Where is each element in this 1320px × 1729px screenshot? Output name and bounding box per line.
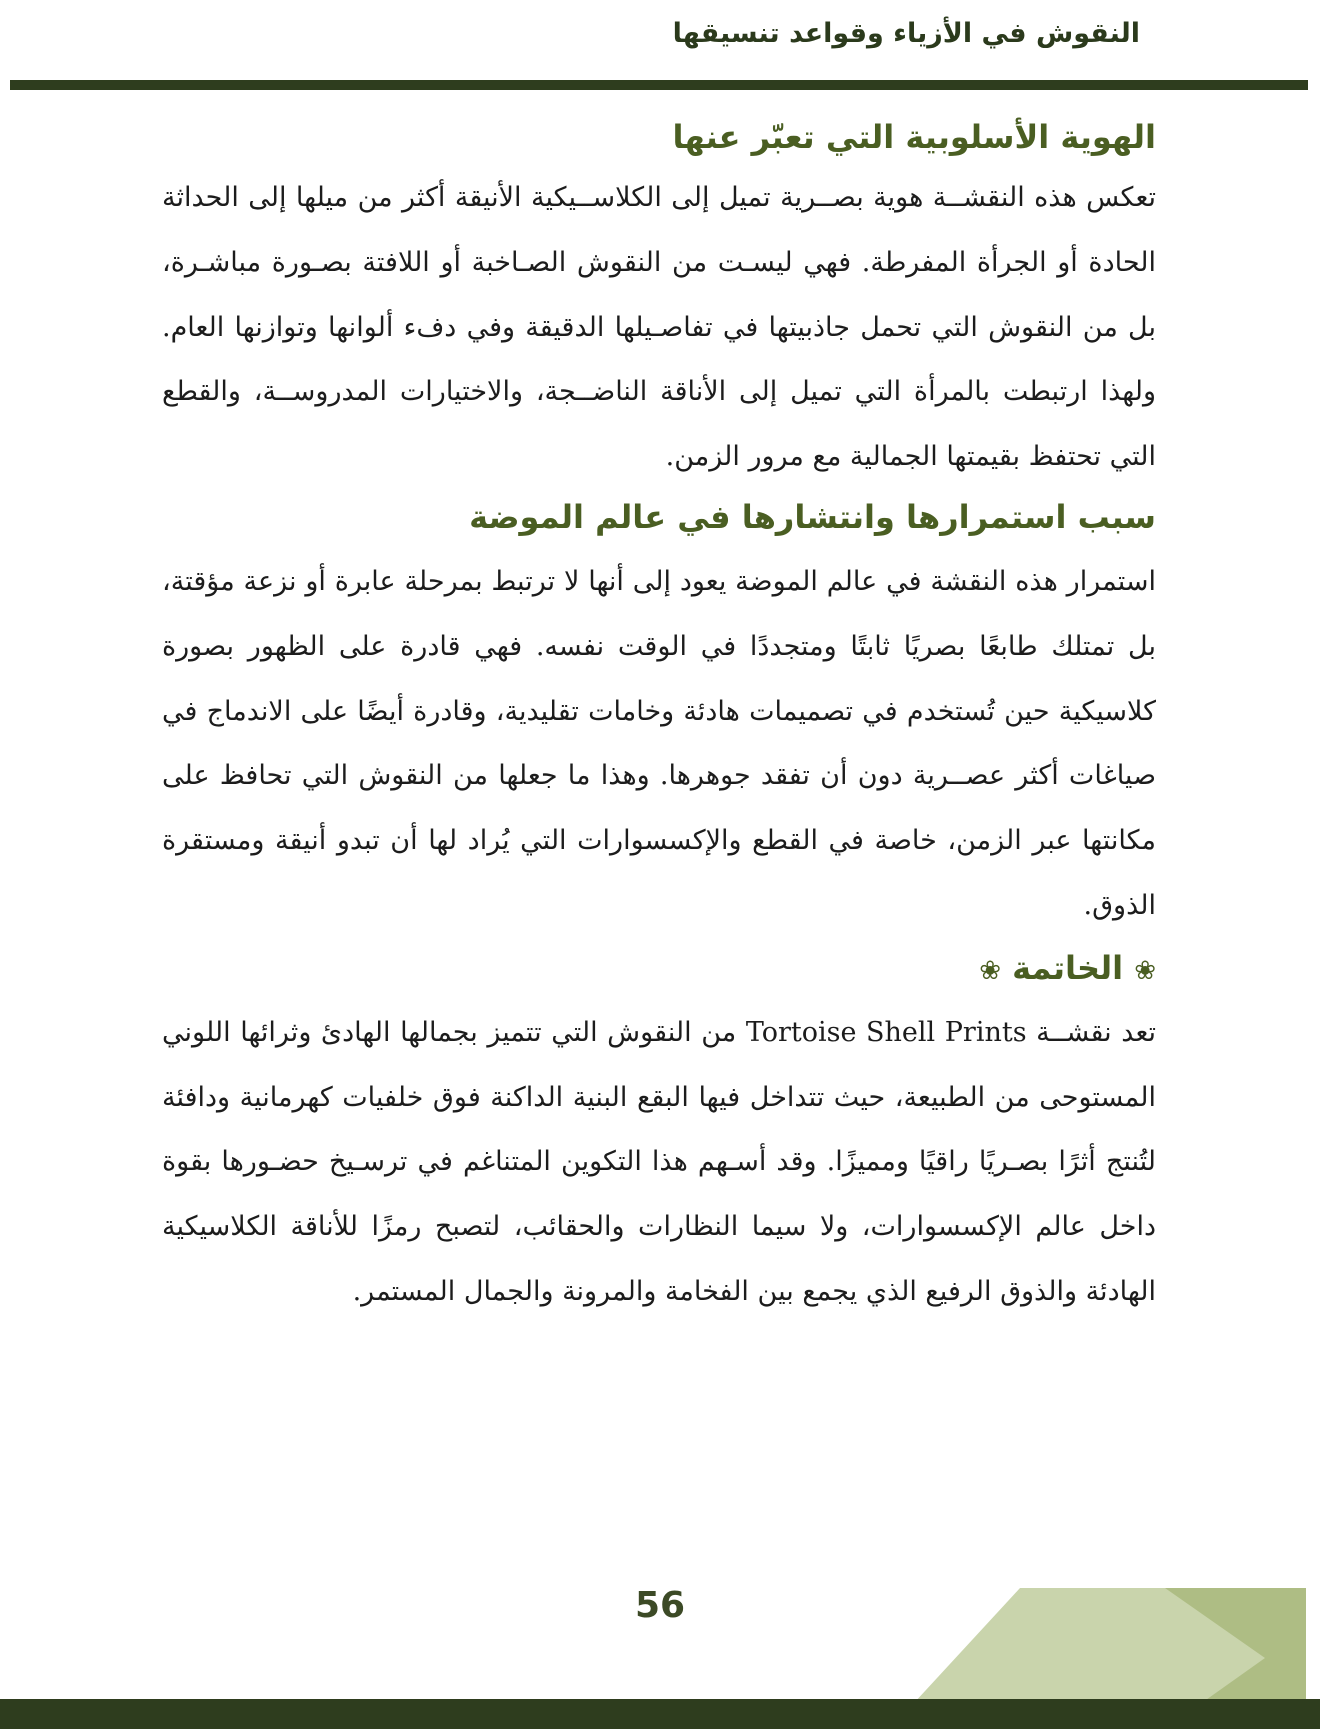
flower-ornament-icon: ❀ (1134, 955, 1156, 986)
footer-rule (0, 1699, 1320, 1729)
section-paragraph-conclusion: تعد نقشــة Tortoise Shell Prints من النقوش التي تتميز بجمالها الهادئ وثرائها اللوني المستوحى من الطبيعة، حيث تتداخل فيها البقع البنية الداكنة فوق خلفيات كهرمانية ودافئة لتُنتج أثرًا بصـريًا راقيًا ومميزًا. وقد أسـهم هذا التكوين المتناغم في ترسـيخ حضـورها بقوة داخل عالم الإكسسوارات، ولا سيما النظارات والحقائب، لتصبح رمزًا للأناقة الكلاسيكية الهادئة والذوق الرفيع الذي يجمع بين الفخامة والمرونة والجمال المستمر. (162, 1016, 1156, 1307)
section-heading-stylistic-identity: الهوية الأسلوبية التي تعبّر عنها (672, 118, 1156, 156)
page-number: 56 (634, 1585, 686, 1626)
section-paragraph-persistence: استمرار هذه النقشة في عالم الموضة يعود إلى أنها لا ترتبط بمرحلة عابرة أو نزعة مؤقتة، بل تمتلك طابعًا بصريًا ثابتًا ومتجددًا في الوقت نفسه. فهي قادرة على الظهور بصورة كلاسيكية حين تُستخدم في تصميمات هادئة وخامات تقليدية، وقادرة أيضًا على الاندماج في صياغات أكثر عصــرية دون أن تفقد جوهرها. وهذا ما جعلها من النقوش التي تحافظ على مكانتها عبر الزمن، خاصة في القطع والإكسسوارات التي يُراد لها أن تبدو أنيقة ومستقرة الذوق. (162, 565, 1156, 921)
header-rule (10, 80, 1308, 90)
page-body (162, 112, 1156, 1325)
section-heading-persistence: سبب استمرارها وانتشارها في عالم الموضة (469, 497, 1156, 536)
section-paragraph-stylistic-identity: تعكس هذه النقشــة هوية بصــرية تميل إلى الكلاســيكية الأنيقة أكثر من ميلها إلى الحداثة الحادة أو الجرأة المفرطة. فهي ليسـت من النقوش الصـاخبة أو اللافتة بصـورة مباشـرة، بل من النقوش التي تحمل جاذبيتها في تفاصـيلها الدقيقة وفي دفء ألوانها وتوازنها العام. ولهذا ارتبطت بالمرأة التي تميل إلى الأناقة الناضــجة، والاختيارات المدروســة، والقطع التي تحتفظ بقيمتها الجمالية مع مرور الزمن. (162, 182, 1156, 473)
running-header-title: النقوش في الأزياء وقواعد تنسيقها (672, 18, 1140, 49)
section-heading-conclusion (162, 943, 1156, 993)
conclusion-heading-text: الخاتمة (1012, 948, 1124, 987)
flower-ornament-icon: ❀ (979, 955, 1001, 986)
